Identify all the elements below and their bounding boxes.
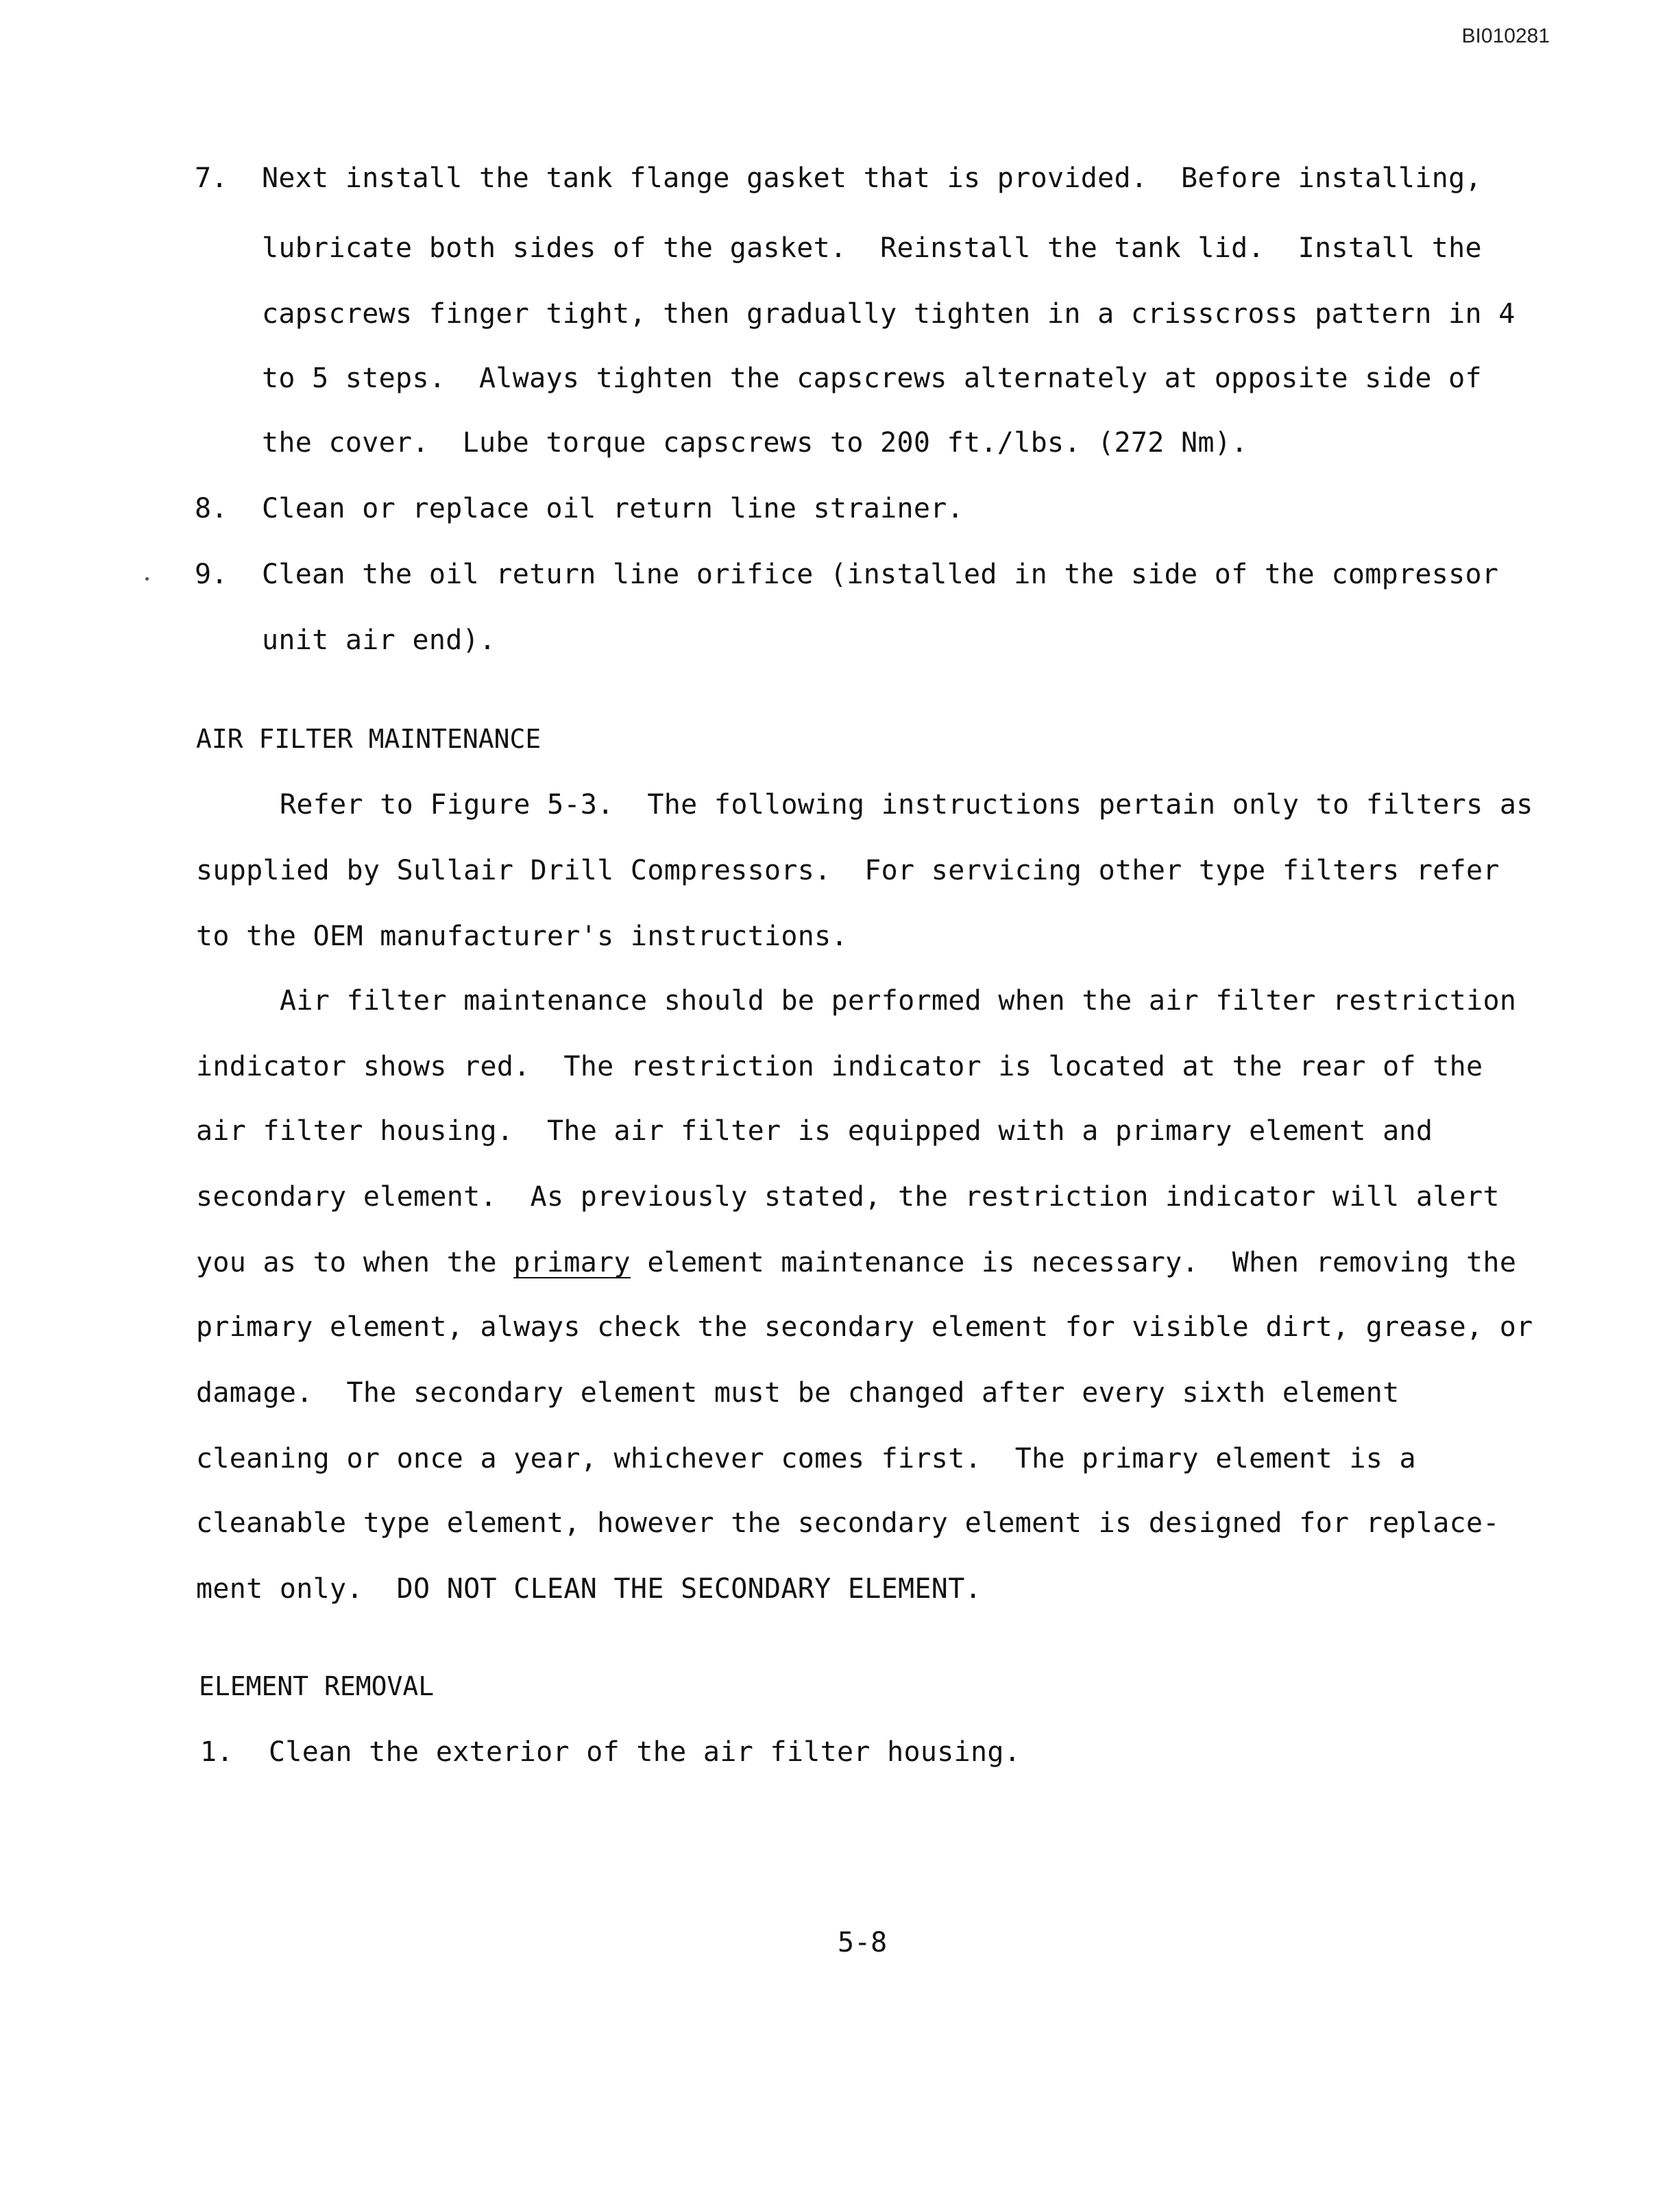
list-item-7-line-4: to 5 steps. Always tighten the capscrews alternately at opposite side of (262, 363, 1482, 394)
list-item-number-1: 1. (200, 1736, 234, 1768)
list-item-7-line-5: the cover. Lube torque capscrews to 200 ft./lbs. (272 Nm). (262, 427, 1248, 459)
paragraph-2-line-10: ment only. DO NOT CLEAN THE SECONDARY ELEMENT. (196, 1573, 982, 1605)
paragraph-2-line-2: indicator shows red. The restriction indicator is located at the rear of the (196, 1051, 1483, 1082)
section-heading-air-filter-maintenance: AIR FILTER MAINTENANCE (196, 724, 541, 754)
list-item-9-line-1: Clean the oil return line orifice (installed in the side of the compressor (262, 559, 1499, 590)
paragraph-2-line-9: cleanable type element, however the secondary element is designed for replace- (196, 1507, 1500, 1539)
paragraph-2-line-8: cleaning or once a year, whichever comes first. The primary element is a (196, 1443, 1416, 1474)
list-item-number-9: 9. (195, 559, 228, 590)
paragraph-2-line-3: air filter housing. The air filter is equipped with a primary element and (196, 1115, 1433, 1147)
paragraph-1-line-1: Refer to Figure 5-3. The following instructions pertain only to filters as (280, 789, 1533, 821)
line-5-text-after: element maintenance is necessary. When removing the (630, 1247, 1517, 1278)
paragraph-2-line-5 (196, 1246, 1516, 1279)
list-item-9-line-2: unit air end). (262, 624, 496, 656)
underlined-word-primary: primary (513, 1247, 631, 1278)
paragraph-1-line-3: to the OEM manufacturer's instructions. (196, 921, 848, 952)
list-item-number-8: 8. (195, 493, 228, 524)
section-heading-element-removal: ELEMENT REMOVAL (199, 1671, 435, 1701)
list-item-7-line-3: capscrews finger tight, then gradually tighten in a crisscross pattern in 4 (262, 298, 1515, 330)
page-number: 5-8 (838, 1927, 888, 1958)
list-item-7-line-1: Next install the tank flange gasket that is provided. Before installing, (262, 162, 1482, 194)
paragraph-1-line-2: supplied by Sullair Drill Compressors. For servicing other type filters refer (196, 855, 1500, 886)
list-item-7-line-2: lubricate both sides of the gasket. Reinstall the tank lid. Install the (262, 232, 1482, 264)
list-item-number-7: 7. (195, 162, 228, 194)
stray-mark (145, 577, 149, 581)
line-5-text-before: you as to when the (196, 1247, 514, 1278)
paragraph-2-line-1: Air filter maintenance should be performed when the air filter restriction (280, 985, 1517, 1017)
document-id: BI010281 (1461, 25, 1550, 47)
paragraph-2-line-4: secondary element. As previously stated, the restriction indicator will alert (196, 1181, 1500, 1213)
list-item-1-text: Clean the exterior of the air filter housing. (269, 1736, 1021, 1768)
paragraph-2-line-6: primary element, always check the secondary element for visible dirt, grease, or (196, 1311, 1533, 1343)
list-item-8-line-1: Clean or replace oil return line strainer. (262, 493, 964, 524)
paragraph-2-line-7: damage. The secondary element must be changed after every sixth element (196, 1377, 1400, 1409)
